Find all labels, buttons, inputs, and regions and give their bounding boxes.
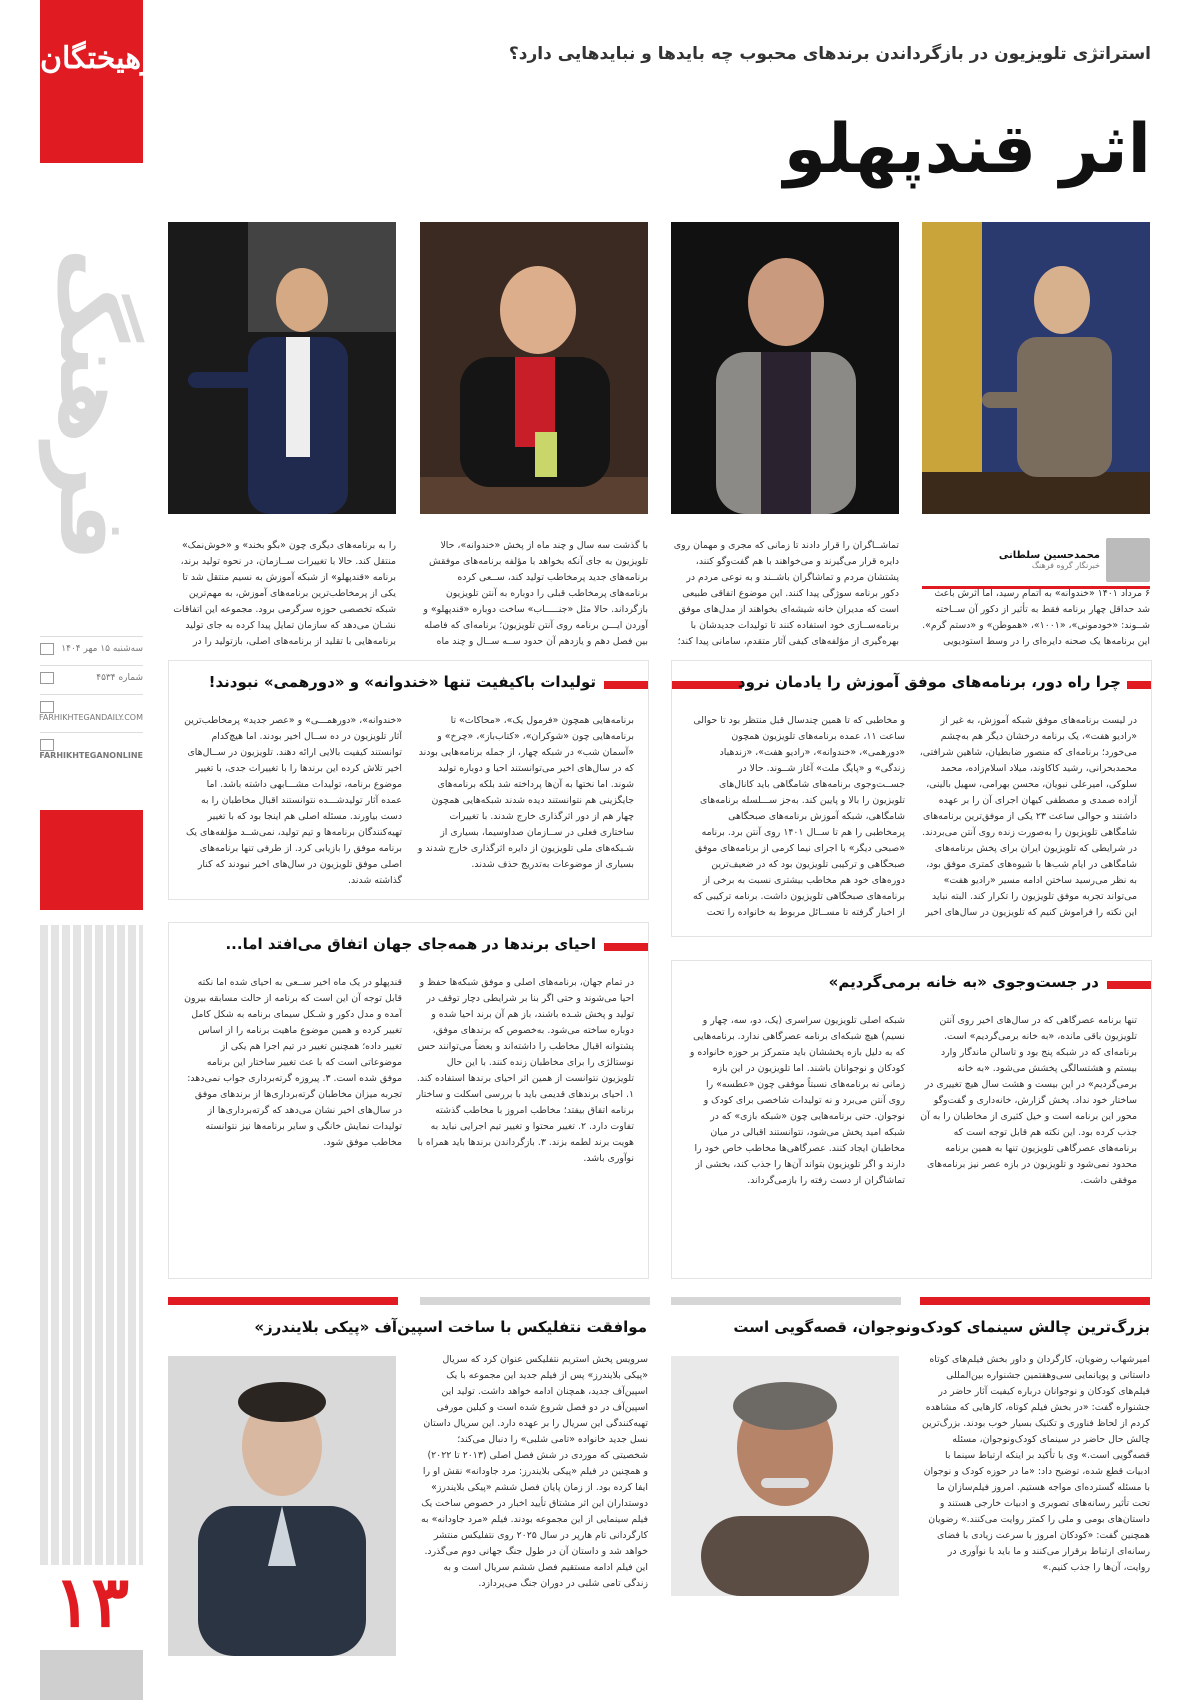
section-2-title: تولیدات باکیفیت تنها «خندوانه» و «دورهمی» نبودند! (208, 673, 596, 691)
masthead-logo: فرهیختگان (40, 41, 172, 76)
section-5-text: امیرشهاب رضویان، کارگردان و داور بخش فیلم‌های کوتاه داستانی و پویانمایی سی‌وهفتمین جشنواره بین‌المللی فیلم‌های کودکان و نوجوانان درباره کیفیت آثار حاضر در جشنواره گفت: «در بخش فیلم کوتاه، کارهایی که مشاهده کردم از لحاظ فناوری و تکنیک بسیار خوب بودند. بزرگ‌ترین چالش حال حاضر در سینمای کودک‌ونوجوان، مسئله قصه‌گویی است.» وی با تأکید بر اینکه ارتباط سینما با ادبیات قطع شده، توضیح داد: «ما در حوزه کودک و نوجوان با مسئله گسترده‌ای مواجه هستیم. امروز فیلم‌سازان ما تحت تأثیر رسانه‌های تصویری و ادبیات خارجی هستند و داستان‌های بومی و ملی را کمتر روایت می‌کنند.» رضویان همچنین گفت: «کودکان امروز با سرعت زیادی با فضای رسانه‌ای ارتباط برقرار می‌کنند و ما باید با نوآوری در روایت، آن‌ها را جذب کنیم.» (922, 1354, 1150, 1573)
section-2-marker (604, 681, 648, 689)
bottom-bar-1 (920, 1297, 1150, 1305)
photo-host-4 (168, 222, 396, 514)
masthead-logo-box (40, 0, 172, 163)
page-number: ۱۳ (53, 1560, 130, 1643)
bottom-gray-block (40, 1650, 143, 1700)
section-4-marker (1107, 981, 1151, 989)
calendar-icon (40, 643, 54, 655)
section-1-col-2: و مخاطبی که تا همین چندسال قبل منتظر بود تا حوالی ساعت ۱۱، عمده برنامه‌های تلویزیون همچون «دورهمی»، «خندوانه»، «رادیو هفت»، «زندهباد زندگی» و «پایگ ملت» آغاز شــوند. حالا در جســت‌وجوی برنامه‌های شامگاهی باید کانال‌های تلویزیون را بالا و پایین کند. به‌جز ســـلسله برنامه‌های شامگاهی، شبکه آموزش برنامه‌های صبحگاهی پرمخاطبی را هم تا ســال ۱۴۰۱ روی آنتن برد. برنامه «صبحی دیگر» با اجرای نیما کرمی از برنامه‌های موفق صبحگاهی و ترکیبی تلویزیون بود که در ضعیف‌ترین دوره‌های خود هم مخاطب بیشتری نسبت به برخی از برنامه‌های صبحگاهی تلویزیون داشت. برنامه ترکیبی که از اخبار گرفته تا مســائل مربوط به خانواده را تحت (693, 715, 905, 918)
author-avatar (1106, 538, 1150, 582)
host-3-image (420, 222, 648, 514)
section-6-text: سرویس پخش استریم نتفلیکس عنوان کرد که سریال «پیکی بلایندرز» پس از فیلم جدید این مجموعه با یک اسپین‌آف جدید، همچنان ادامه خواهد داشت. تولید این اسپین‌آف در دو فصل شروع شده است و کیلین مورفی تهیه‌کنندگی این سریال را بر عهده دارد. این سریال داستان نسل جدید خانواده «تامی شلبی» را دنبال می‌کند؛ شخصیتی که موردی در شش فصل اصلی (۲۰۱۳ تا ۲۰۲۲) و همچنین در فیلم «پیکی بلایندرز: مرد جاودانه» نقش او را ایفا کرده بود. از زمان پایان فصل ششم «پیکی بلایندرز» دوستداران این اثر مشتاق تأیید اخبار در خصوص ساخت یک فیلم سینمایی از این مجموعه بودند. فیلم «مرد جاودانه» به کارگردانی تام هارپر در سال ۲۰۲۵ روی نتفلیکس منتشر خواهد شد و داستان آن در طول جنگ جهانی دوم می‌گذرد. این فیلم ادامه مستقیم فصل ششم سریال است و به زندگی تامی شلبی در دوران جنگ می‌پردازد. (421, 1354, 648, 1589)
bottom-bar-3 (420, 1297, 650, 1305)
social-row (40, 739, 143, 760)
section-3-box (168, 922, 649, 1279)
section-3-title: احیای برندها در همه‌جای جهان اتفاق می‌افتد اما... (225, 935, 596, 953)
section-1-col-1: در لیست برنامه‌های موفق شبکه آموزش، به غیر از «رادیو هفت»، یک برنامه درخشان دیگر هم به‌چشم می‌خورد؛ برنامه‌ای که منصور ضابطیان، شاهین شرافتی، محمدبحرانی، رشید کاکاوند، میلاد اسلام‌زاده، محمد سلوکی، امیرعلی نبویان، محسن بهرامی، سهیل بالینی، آزاده صمدی و مصطفی کیهان اجرای آن را بر عهده داشتند و حوالی ساعت ۲۳ یکی از موفق‌ترین برنامه‌های شامگاهی تلویزیون را به‌صورت زنده روی آنتن می‌بردند. در شرایطی که تلویزیون ایران برای پخش برنامه‌های شامگاهی در ایام شب‌ها با شیوه‌های کمتری موفق بود، به نظر می‌رسید ساختن ادامه مسیر «رادیو هفت» می‌تواند تجربه موفق تلویزیون را تکرار کند. البته نباید این نکته را فراموش کنیم که تلویزیون در سال‌های اخیر (919, 715, 1137, 918)
photo-host-3 (420, 222, 648, 514)
social-icon (40, 739, 54, 751)
lead-column-4: را به برنامه‌های دیگری چون «بگو بخند» و «خوش‌نمک» منتقل کند. حالا با تغییرات ســازمان، در نحوه تولید برند، برنامه «قندپهلو» از شبکه آموزش به نسیم منتقل شد تا یکی از پرمخاطب‌ترین برنامه‌های آموزش، به مهم‌ترین شبکه تخصصی حوزه سرگرمی برود. مجموعه این اتفاقات نشـان می‌دهد که سازمان تمایل پیدا کرده به جای تولید برنامه‌هایی با تقلید از برنامه‌های اصلی، بازتولید را در (173, 540, 396, 647)
section-label: فرهنگ (39, 248, 146, 562)
section-4-box (671, 960, 1152, 1279)
divider (40, 636, 143, 637)
website-link[interactable]: FARHIKHTEGANDAILY.COM (39, 713, 143, 722)
lead-column-2: تماشــاگران را قرار دادند تا زمانی که مجری و مهمان روی دایره قرار می‌گیرند و می‌خواهند با هم گفت‌وگو کنند، پشتشان مردم و تماشاگران باشــند و به نوعی مردم در دکور برنامه سوژگی پیدا کنند. این موضوع اتفاقی طبیعی است که مدیران خانه شیشه‌ای بخواهند از مدل‌های موفق برنامه‌ســازی خود استفاده کنند تا تولیدات جدیدشان با بهره‌گیری از مؤلفه‌های کیفی آثار متقدم، سامانی پیدا کند؛ (673, 540, 899, 647)
section-1-box (671, 660, 1152, 937)
bottom-bar-2 (671, 1297, 901, 1305)
host-4-image (168, 222, 396, 514)
section-5-title: بزرگ‌ترین چالش سینمای کودک‌ونوجوان، قصه‌گویی است (733, 1318, 1150, 1336)
byline (922, 538, 1150, 589)
divider (40, 665, 143, 666)
social-handle[interactable]: FARHIKHTEGANONLINE (39, 751, 143, 760)
photo-director (671, 1356, 899, 1596)
divider (40, 694, 143, 695)
director-image (671, 1356, 899, 1596)
section-4-col-1: تنها برنامه عصرگاهی که در سال‌های اخیر روی آنتن تلویزیون باقی مانده، «به خانه برمی‌گردیم» است. برنامه‌ای که در شبکه پنج بود و تاسالن ماندگار وارد بیستم و هشتسالگی پخشش می‌شود. «به خانه برمی‌گردیم» در این بیست و هشت سال هیچ تغییری در ساختار خود نداد. پخش گزارش، خانه‌داری و گفت‌وگو محور این برنامه است و خیل کثیری از مخاطبان را به آن جذب کرده بود. این نکته هم قابل توجه است که برنامه‌های عصرگاهی تلویزیون تنها به همین برنامه محدود نمی‌شود و تلویزیون در بازه عصر نیز برنامه‌های موفقی داشت. (920, 1015, 1137, 1186)
issue-info (40, 630, 143, 770)
section-2-col-2: «خندوانه»، «دورهمـــی» و «عصر جدید» پرمخاطب‌ترین آثار تلویزیون در ده ســال اخیر بودند. اما هیچ‌کدام توانستند کیفیت بالایی ارائه دهند. تلویزیون در ســال‌های اخیر تلاش کرده این برندها را با تغییرات جدی، با تغییر موضوع برنامه، تولیدات مشـــابهی داشته باشد. اما عمده آثار تولیدشـــده نتوانستند اقبال مخاطبان را به دست بیاورند. مسئله اصلی هم اینجا بود که با تغییر تهیه‌کنندگان برنامه‌ها و تیم تولید، نمی‌شــد مؤلفه‌های یک برنامه موفق را بازیابی کرد. از طرفی تنها برنامه‌های اصلی موفق تلویزیون در سال‌های اخیر نبودند که کنار گذاشته شدند. (184, 715, 402, 886)
section-2-col-1: برنامه‌هایی همچون «فرمول یک»، «محاکات» تا برنامه‌هایی چون «شوکران»، «کتاب‌باز»، «چرخ» و «آسمان شب» در شبکه چهار، از جمله برنامه‌هایی بودند که در سال‌های اخیر می‌توانستند احیا و دوباره تولید شوند. اما نختها به آن‌ها پرداخته شد بلکه برنامه‌های جایگزینی هم نتوانستند دیده شدند شبکه‌هایی همچون چهار هم از دور اثرگذاری خارج شدند. با تغییرات ساختاری فعلی در ســازمان صداوسیما، بسیاری از شـبکه‌های ملی تلویزیون از دایره اثرگذاری خارج شدند و بسیاری از موضوعات به‌تدریج حذف شدند. (417, 715, 634, 870)
bottom-bar-4 (168, 1297, 398, 1305)
section-6-title: موافقت نتفلیکس با ساخت اسپین‌آف «پیکی بلایندرز» (254, 1318, 647, 1336)
photo-actor (168, 1356, 396, 1656)
section-4-col-2: شبکه اصلی تلویزیون سراسری (یک، دو، سه، چهار و نسیم) هیچ شبکه‌ای برنامه عصرگاهی ندارد. برنامه‌هایی که به دلیل بازه پخششان باید متمرکز بر حوزه خانواده و کودکان و نوجوانان باشند. اما تلویزیون در این بازه زمانی نه برنامه‌های نسبتاً موفقی چون «عطسه» را روی آنتن می‌برد و نه تولیدات شاخصی برای کودک و نوجوان. حتی برنامه‌هایی چون «شبکه بازی» که در شبکه امید پخش می‌شود، نتوانستند اقبالی در میان مخاطبان ایجاد کنند. عصرگاهی‌ها مخاطب خاص خود را دارند و اگر تلویزیون بتواند آن‌ها را جذب کند، بخشی از تماشاگران از دست رفته را بازمی‌گرداند. (689, 1015, 905, 1186)
divider (40, 732, 143, 733)
lead-column-1: ۶ مرداد ۱۴۰۱ «خندوانه» به اتمام رسید، اما اثرش باعث شد حداقل چهار برنامه فقط به تأثیر از دکور آن ســاخته شــوند: «خودمونی»، «۱۰۰۱»، «هموطن» و «دستم گرم». این برنامه‌ها یک صحنه دایره‌ای را در وسط استودیویی (922, 588, 1150, 647)
date-row (40, 643, 143, 655)
author-name: محمدحسین سلطانی (998, 550, 1100, 561)
section-4-title: در جست‌وجوی «به خانه برمی‌گردیم» (828, 973, 1099, 991)
section-3-col-2: قندپهلو در یک ماه اخیر ســعی به احیای شده اما نکته قابل توجه آن این است که برنامه از حالت مسابقه بیرون آمده و مدل دکور و شـكل سیمای برنامه به شکل کامل تغییر کرده و همین موضوع ماهیت برنامه را از اساس تغییر داده؛ همچنین تغییر در تیم اجرا هم یکی از موضوعاتی است که با عث تغییر ساختار این برنامه موفق شده است. ۳. پیروزه گرته‌برداری جواب نمی‌دهد: تجربه میزان مخاطبان گرته‌برداری‌ها از برندهای موفق در سال‌های اخیر نشان می‌دهد که گرته‌برداری‌ها از تولیدات نمایش خانگی و سایر برنامه‌ها نیز نتوانسته مخاطب موفق شود. (184, 977, 402, 1148)
photo-host-1 (922, 222, 1150, 514)
issue-number: شماره ۴۵۳۴ (96, 673, 143, 683)
website-row (40, 701, 143, 722)
section-1-marker (1127, 681, 1151, 689)
section-1-title: چرا راه دور، برنامه‌های موفق آموزش را یادمان نرود (737, 673, 1121, 691)
section-3-marker (604, 943, 648, 951)
photo-host-2 (671, 222, 899, 514)
section-2-box (168, 660, 649, 900)
lead-column-3: با گذشت سه سال و چند ماه از پخش «خندوانه»، حالا تلویزیون به جای آنکه بخواهد با مؤلفه برنامه‌های موفقش برنامه‌های جدید پرمخاطب تولید کند، ســعی کرده برنامه‌های پرمخاطب قبلی را دوباره به آنتن تلویزیون بازگرداند. حالا مثل «جنـــــاب» ساخت دوباره «قندپهلو» و آوردن ایـــن برنامه روی آنتن تلویزیون؛ برنامه‌ای که فاصله بین فصل دهم و یازدهم آن حدود ســه ســال و چند ماه (423, 540, 648, 647)
host-2-image (671, 222, 899, 514)
section-3-col-1: در تمام جهان، برنامه‌های اصلی و موفق شبکه‌ها حفظ و احیا می‌شوند و حتی اگر بنا بر شرایطی دچار توقف در تولید و پخش شـده باشند، باز هم آن برند احیا شده و دوباره ساخته می‌شود. به‌خصوص که برندهای موفق، پشتوانه اقبال مخاطب را داشته‌اند و بعضاً می‌توانند حس نوستالژی را برای مخاطبان زنده کنند. با این حال تلویزیون نتوانست از همین اثر احیای برندها استفاده کند. ۱. احیای برندهای قدیمی باید با بررسی اسکلت و ساختار برنامه اتفاق بیفتد؛ مخاطب امروز با مخاطب گذشته تفاوت دارد. ۲. تغییر محتوا و تغییر تیم اجرایی نباید به هویت برند لطمه بزند. ۳. بازگرداندن برندها باید همراه با نوآوری باشد. (416, 977, 634, 1164)
actor-image (168, 1356, 396, 1656)
author-role: خبرنگار گروه فرهنگ (1031, 561, 1100, 570)
host-1-image (922, 222, 1150, 514)
globe-icon (40, 701, 54, 713)
kicker: استراتژی تلویزیون در بازگرداندن برندهای محبوب چه بایدها و نبایدهایی دارد؟ (508, 44, 1151, 64)
newspaper-icon (40, 672, 54, 684)
red-block (40, 810, 143, 910)
issue-date: سه‌شنبه ۱۵ مهر ۱۴۰۴ (61, 644, 143, 654)
issue-row (40, 672, 143, 684)
headline: اثر قندپهلو (783, 110, 1151, 189)
stripe-pattern (40, 925, 143, 1565)
